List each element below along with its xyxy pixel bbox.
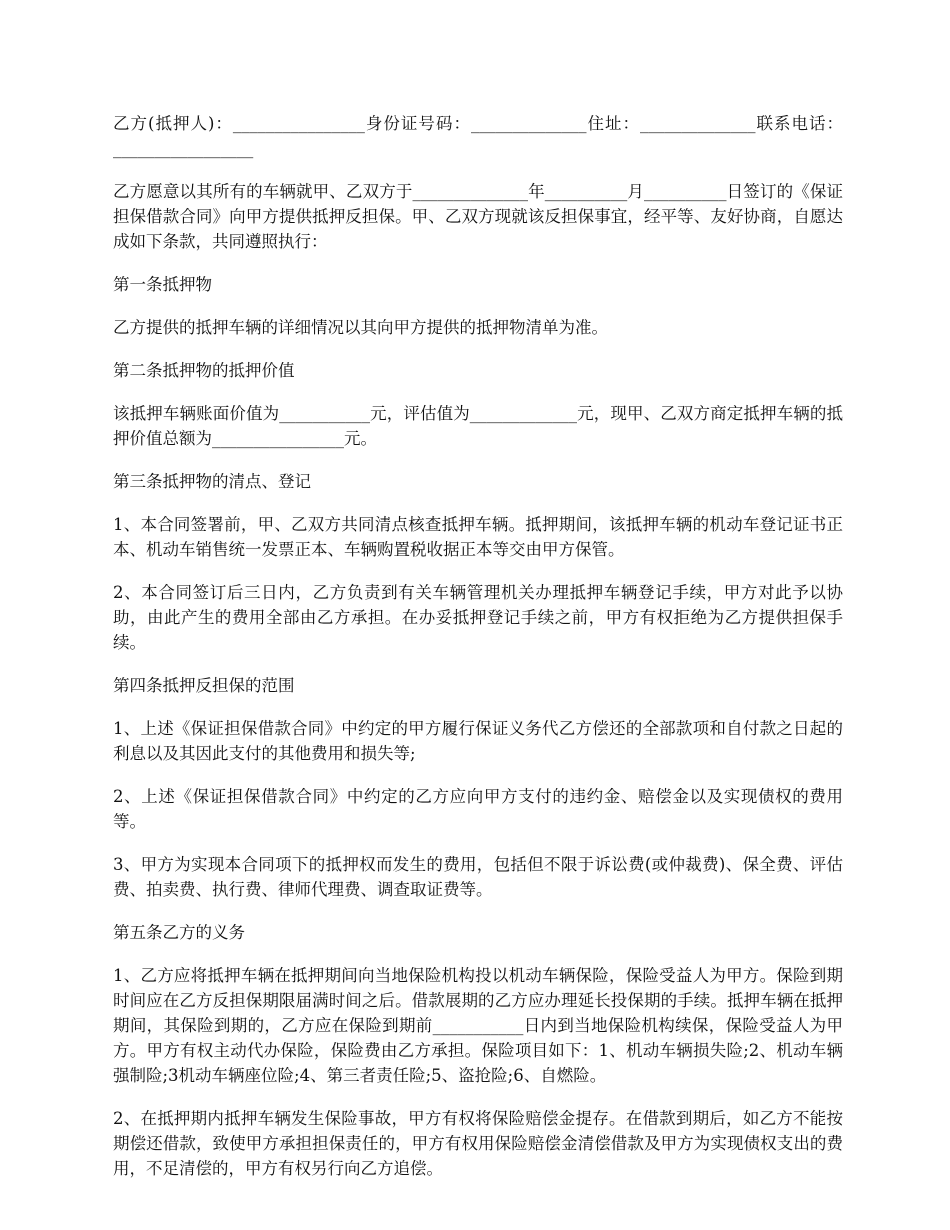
article-1-paragraph: 乙方提供的抵押车辆的详细情况以其向甲方提供的抵押物清单为准。 (113, 318, 608, 337)
article-1-title: 第一条抵押物 (113, 275, 212, 294)
article-3-title: 第三条抵押物的清点、登记 (113, 472, 311, 491)
contract-page (113, 111, 843, 1199)
article-5-title: 第五条乙方的义务 (113, 923, 245, 942)
intro-paragraph: 乙方愿意以其所有的车辆就甲、乙双方于______________年__________月__________日签订的《保证担保借款合同》向甲方提供抵押反担保。甲、乙双方现就该反担保事宜，经平等、友好协商，自愿达成如下条款，共同遵照执行： (113, 182, 843, 251)
article-3-paragraph-1: 1、本合同签署前，甲、乙双方共同清点核查抵押车辆。抵押期间，该抵押车辆的机动车登记证书正本、机动车销售统一发票正本、车辆购置税收据正本等交由甲方保管。 (113, 515, 843, 559)
article-5-paragraph-1: 1、乙方应将抵押车辆在抵押期间向当地保险机构投以机动车辆保险，保险受益人为甲方。保险到期时间应在乙方反担保期限届满时间之后。借款展期的乙方应办理延长投保期的手续。抵押车辆在抵押期间，其保险到期的，乙方应在保险到期前___________日内到当地保险机构续保，保险受益人为甲方。甲方有权主动代办保险，保险费由乙方承担。保险项目如下：1、机动车辆损失险;2、机动车辆强制险;3机动车辆座位险;4、第三者责任险;5、盗抢险;6、自燃险。 (113, 966, 843, 1085)
article-4-paragraph-3: 3、甲方为实现本合同项下的抵押权而发生的费用，包括但不限于诉讼费(或仲裁费)、保全费、评估费、拍卖费、执行费、律师代理费、调查取证费等。 (113, 855, 843, 899)
article-4-paragraph-1: 1、上述《保证担保借款合同》中约定的甲方履行保证义务代乙方偿还的全部款项和自付款之日起的利息以及其因此支付的其他费用和损失等; (113, 719, 843, 763)
article-4-title: 第四条抵押反担保的范围 (113, 676, 295, 695)
article-3-paragraph-2: 2、本合同签订后三日内，乙方负责到有关车辆管理机关办理抵押车辆登记手续，甲方对此予以协助，由此产生的费用全部由乙方承担。在办妥抵押登记手续之前，甲方有权拒绝为乙方提供担保手续。 (113, 583, 843, 652)
article-5-paragraph-2: 2、在抵押期内抵押车辆发生保险事故，甲方有权将保险赔偿金提存。在借款到期后，如乙方不能按期偿还借款，致使甲方承担担保责任的，甲方有权用保险赔偿金清偿借款及甲方为实现债权支出的费用，不足清偿的，甲方有权另行向乙方追偿。 (113, 1109, 843, 1178)
article-4-paragraph-2: 2、上述《保证担保借款合同》中约定的乙方应向甲方支付的违约金、赔偿金以及实现债权的费用等。 (113, 787, 843, 831)
article-2-paragraph: 该抵押车辆账面价值为___________元，评估值为_____________元，现甲、乙双方商定抵押车辆的抵押价值总额为________________元。 (113, 404, 843, 448)
party-b-info: 乙方(抵押人)：________________身份证号码：______________住址：______________联系电话：_________________ (113, 114, 843, 158)
article-2-title: 第二条抵押物的抵押价值 (113, 361, 295, 380)
